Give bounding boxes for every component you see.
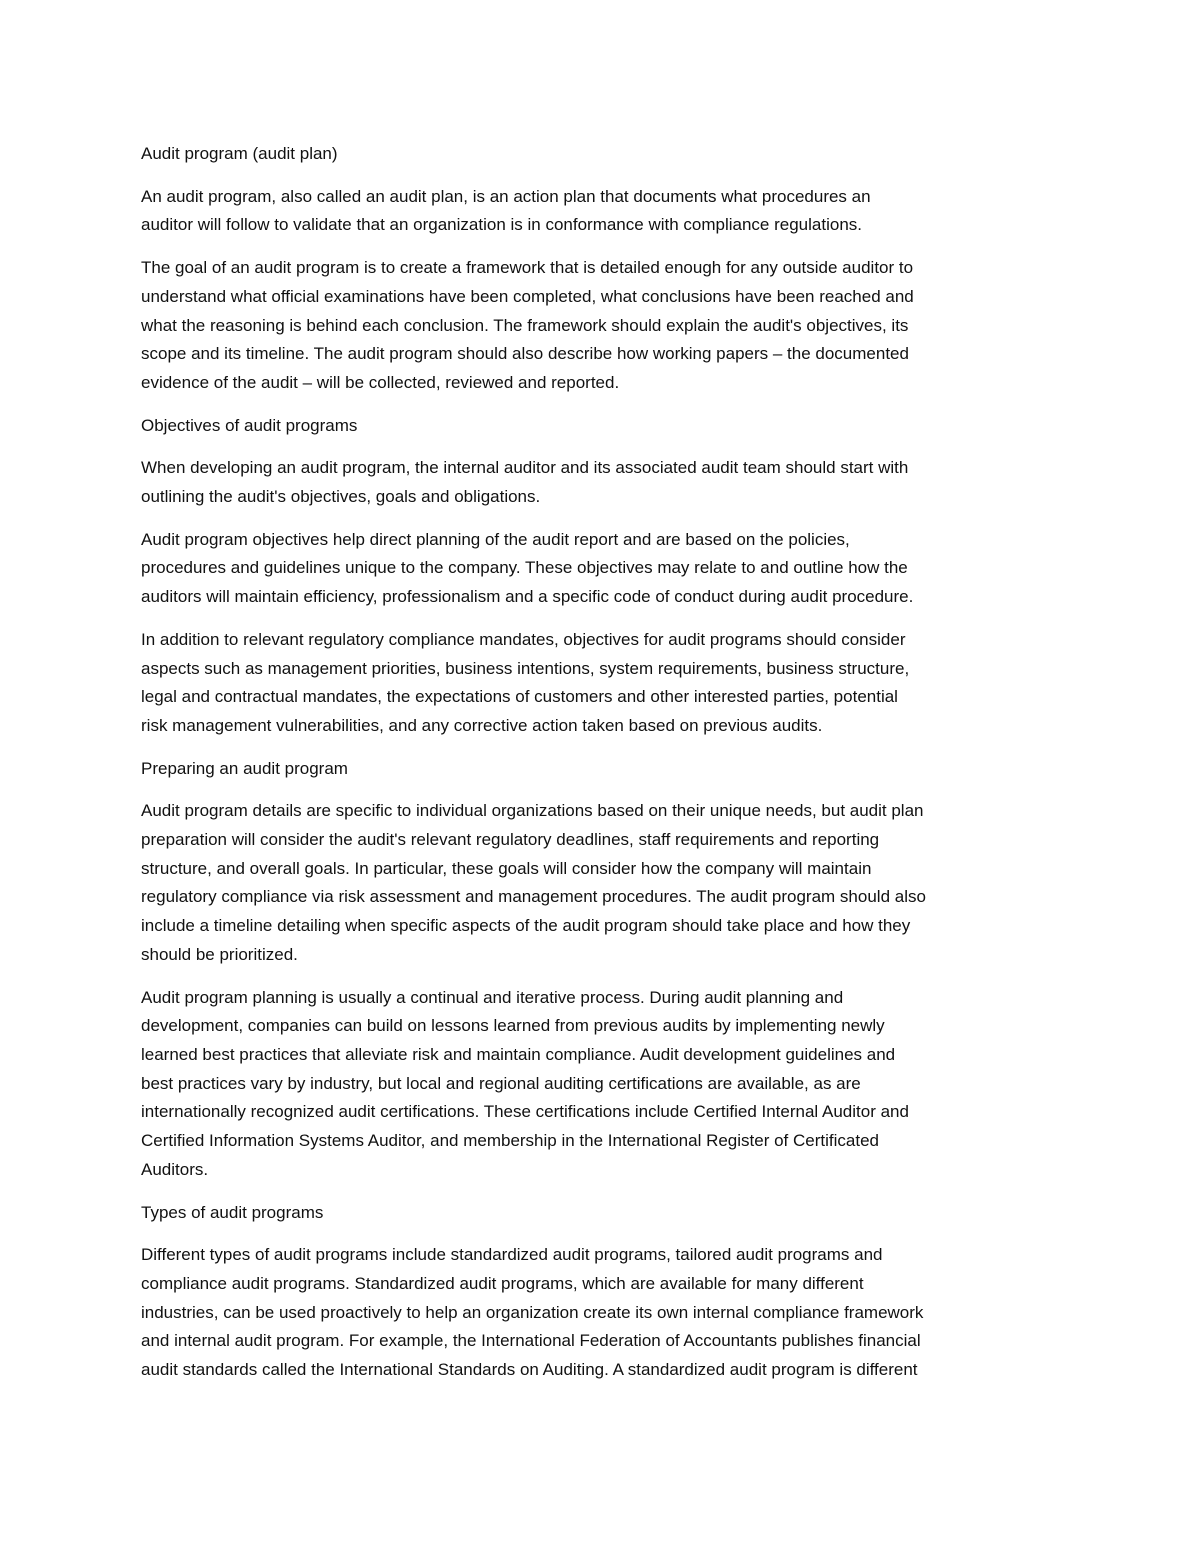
body-paragraph [141,626,1061,741]
text-line: legal and contractual mandates, the expectations of customers and other interested parties, potential [141,687,898,707]
text-line: auditors will maintain efficiency, professionalism and a specific code of conduct during audit procedure. [141,587,914,607]
text-line: Certified Information Systems Auditor, and membership in the International Register of Certificated [141,1131,879,1151]
text-line: internationally recognized audit certifications. These certifications include Certified Internal Auditor and [141,1102,909,1122]
text-line: compliance audit programs. Standardized audit programs, which are available for many different [141,1273,864,1293]
text-line: and internal audit program. For example, the International Federation of Accountants publishes financial [141,1331,921,1351]
text-line: regulatory compliance via risk assessment and management procedures. The audit program should also [141,887,926,907]
text-line: Auditors. [141,1159,209,1179]
text-line: Different types of audit programs include standardized audit programs, tailored audit programs and [141,1245,883,1265]
body-paragraph [141,254,1061,398]
text-line: Types of audit programs [141,1202,324,1222]
text-line: Audit program details are specific to individual organizations based on their unique needs, but audit plan [141,801,924,821]
body-paragraph [141,797,1061,969]
text-line: industries, can be used proactively to help an organization create its own internal compliance framework [141,1302,924,1322]
text-line: audit standards called the International Standards on Auditing. A standardized audit program is different [141,1360,918,1380]
body-paragraph [141,454,1061,511]
text-line: procedures and guidelines unique to the company. These objectives may relate to and outline how the [141,558,908,578]
text-line: best practices vary by industry, but local and regional auditing certifications are available, as are [141,1073,861,1093]
text-line: In addition to relevant regulatory compliance mandates, objectives for audit programs should consider [141,629,906,649]
text-line: understand what official examinations have been completed, what conclusions have been reached and [141,286,914,306]
text-line: auditor will follow to validate that an organization is in conformance with compliance regulations. [141,215,862,235]
document-page [141,140,1061,1385]
text-line: preparation will consider the audit's relevant regulatory deadlines, staff requirements and reporting [141,830,880,850]
body-paragraph [141,526,1061,612]
body-paragraph [141,1241,1061,1385]
text-line: development, companies can build on lessons learned from previous audits by implementing newly [141,1016,885,1036]
section-heading [141,140,1061,169]
text-line: risk management vulnerabilities, and any corrective action taken based on previous audits. [141,715,823,735]
text-line: Audit program (audit plan) [141,144,338,163]
section-heading [141,1199,1061,1228]
text-line: should be prioritized. [141,944,298,964]
text-line: structure, and overall goals. In particular, these goals will consider how the company will maintain [141,858,872,878]
text-line: scope and its timeline. The audit program should also describe how working papers – the documented [141,344,909,364]
text-line: When developing an audit program, the internal auditor and its associated audit team should start with [141,458,909,478]
text-line: evidence of the audit – will be collected, reviewed and reported. [141,372,620,392]
text-line: outlining the audit's objectives, goals and obligations. [141,487,541,507]
text-line: The goal of an audit program is to create a framework that is detailed enough for any outside auditor to [141,258,914,278]
text-line: Audit program planning is usually a continual and iterative process. During audit planning and [141,987,844,1007]
text-line: Objectives of audit programs [141,415,358,435]
section-heading [141,412,1061,441]
body-paragraph [141,183,1061,240]
body-paragraph [141,984,1061,1185]
section-heading [141,755,1061,784]
text-line: what the reasoning is behind each conclusion. The framework should explain the audit's objectives, its [141,315,909,335]
text-line: include a timeline detailing when specific aspects of the audit program should take place and how they [141,916,911,936]
text-line: Preparing an audit program [141,758,348,778]
text-line: Audit program objectives help direct planning of the audit report and are based on the policies, [141,529,850,549]
text-line: aspects such as management priorities, business intentions, system requirements, business structure, [141,658,910,678]
text-line: learned best practices that alleviate risk and maintain compliance. Audit development guidelines and [141,1044,896,1064]
text-line: An audit program, also called an audit plan, is an action plan that documents what procedures an [141,186,871,206]
